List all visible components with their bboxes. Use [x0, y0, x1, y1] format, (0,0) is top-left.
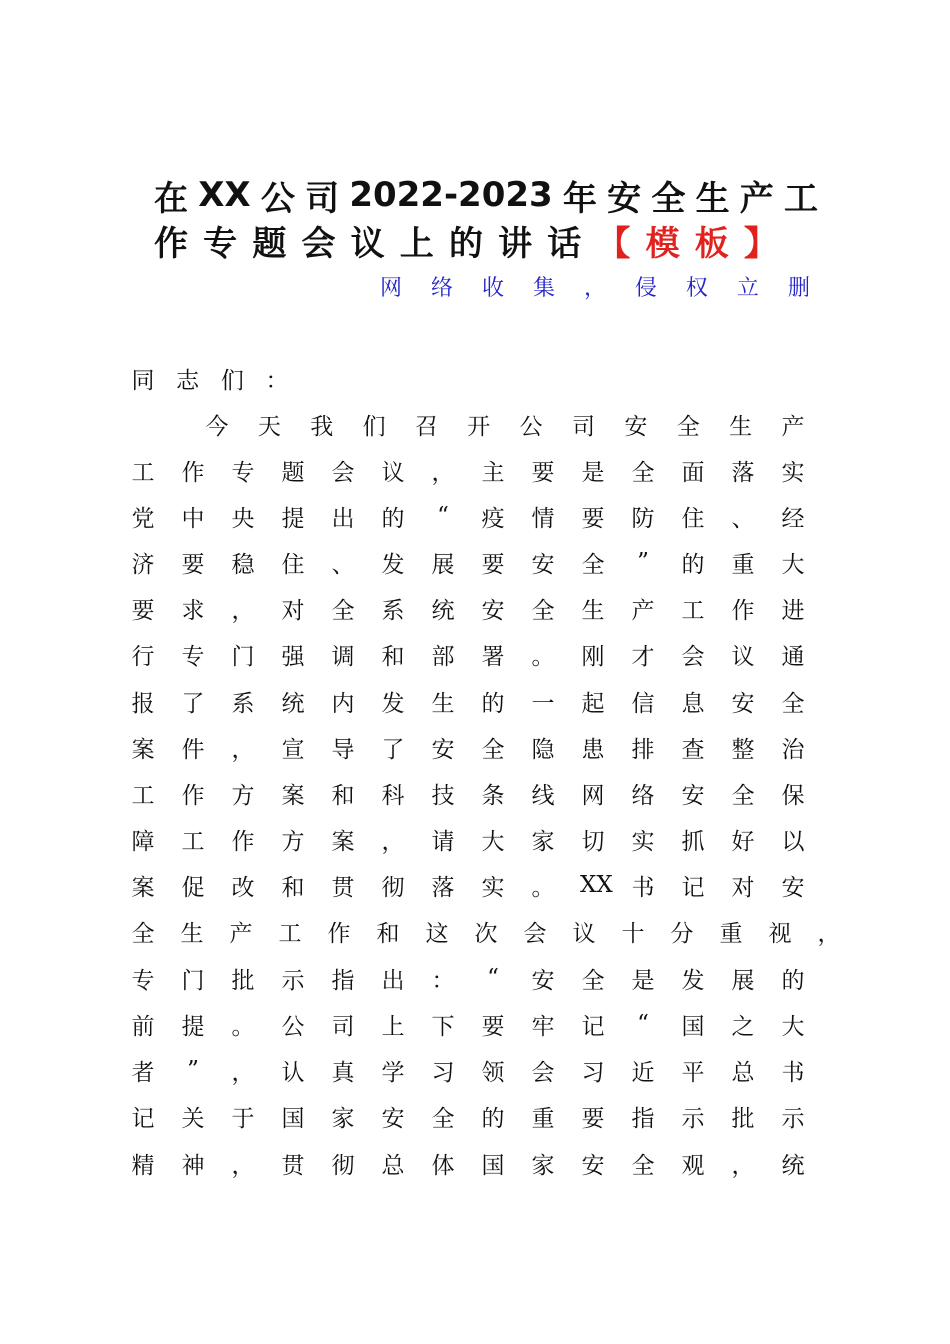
title-char: 工	[784, 178, 818, 219]
body-char: ，	[231, 1152, 255, 1179]
body-char: 生	[729, 413, 753, 440]
body-char: 作	[731, 597, 755, 624]
body-char: 于	[231, 1105, 255, 1132]
body-char: 召	[414, 413, 438, 440]
body-char: 这	[425, 920, 449, 947]
body-char: 求	[181, 597, 205, 624]
body-char: 专	[231, 459, 255, 486]
body-char: 展	[431, 551, 455, 578]
body-text-line	[130, 452, 806, 488]
body-char: 贯	[331, 874, 355, 901]
body-char: 开	[467, 413, 491, 440]
body-char: 指	[331, 967, 355, 994]
body-char: 全	[631, 459, 655, 486]
body-char: 示	[781, 1105, 805, 1132]
body-char: 稳	[231, 551, 255, 578]
body-char: 之	[731, 1013, 755, 1040]
body-char: 发	[681, 967, 705, 994]
body-char: 系	[231, 690, 255, 717]
body-char: 近	[631, 1059, 655, 1086]
body-char: 安	[624, 413, 648, 440]
body-char: 方	[231, 782, 255, 809]
body-char: 司	[331, 1013, 355, 1040]
body-char: ，	[231, 736, 255, 763]
body-char: ，	[231, 1059, 255, 1086]
body-char: 展	[731, 967, 755, 994]
body-char: 统	[781, 1152, 805, 1179]
body-char: 系	[381, 597, 405, 624]
title-char: 作	[154, 223, 188, 264]
body-char: ，	[231, 597, 255, 624]
body-char: 全	[581, 551, 605, 578]
body-char: 安	[681, 782, 705, 809]
salutation	[130, 360, 290, 396]
body-char: 全	[581, 967, 605, 994]
body-char: 安	[381, 1105, 405, 1132]
body-text-line	[130, 636, 806, 672]
body-char: 治	[781, 736, 805, 763]
body-char: ：	[431, 967, 455, 994]
body-text-line	[130, 775, 806, 811]
subtitle-char: 络	[430, 275, 453, 301]
title-char: 模	[645, 223, 680, 264]
body-char: 安	[731, 690, 755, 717]
body-char: 全	[676, 413, 700, 440]
body-char: ”	[637, 549, 649, 575]
body-char: 息	[681, 690, 705, 717]
body-text-line	[130, 821, 806, 857]
body-char: 疫	[481, 505, 505, 532]
title-char: 会	[301, 223, 336, 264]
body-char: 大	[781, 551, 805, 578]
body-char: 落	[731, 459, 755, 486]
body-char: 习	[581, 1059, 605, 1086]
body-char: 全	[131, 920, 155, 947]
body-char: 了	[381, 736, 405, 763]
body-char: 彻	[331, 1152, 355, 1179]
body-char: 了	[181, 690, 205, 717]
body-char: 司	[572, 413, 596, 440]
body-char: 大	[781, 1013, 805, 1040]
body-char: 产	[631, 597, 655, 624]
body-text-line	[130, 1006, 806, 1042]
body-char: 信	[631, 690, 655, 717]
body-char: 工	[181, 828, 205, 855]
body-char: 是	[631, 967, 655, 994]
body-char: 。	[531, 643, 555, 670]
body-char: 议	[731, 643, 755, 670]
body-char: 示	[281, 967, 305, 994]
body-char: 生	[581, 597, 605, 624]
title-char: 【	[596, 223, 631, 264]
body-char: 进	[781, 597, 805, 624]
body-char: 作	[181, 782, 205, 809]
body-char: 案	[331, 828, 355, 855]
body-text-line	[130, 1098, 806, 1134]
body-char: 。	[531, 874, 555, 901]
body-char: 经	[781, 505, 805, 532]
title-char: 话	[547, 223, 582, 264]
body-char: 记	[681, 874, 705, 901]
body-char: 贯	[281, 1152, 305, 1179]
body-char: 要	[481, 551, 505, 578]
body-char: 牢	[531, 1013, 555, 1040]
title-char: 年	[562, 178, 597, 219]
body-char: 科	[381, 782, 405, 809]
body-char: 重	[531, 1105, 555, 1132]
body-char: 导	[331, 736, 355, 763]
body-char: 会	[331, 459, 355, 486]
body-char: 下	[431, 1013, 455, 1040]
title-line-1	[154, 173, 818, 217]
body-char: 要	[531, 459, 555, 486]
body-char: 要	[131, 597, 155, 624]
body-char: 关	[181, 1105, 205, 1132]
body-char: 中	[181, 505, 205, 532]
body-char: 神	[181, 1152, 205, 1179]
body-char: XX	[580, 872, 613, 898]
body-char: 题	[281, 459, 305, 486]
body-char: 发	[381, 690, 405, 717]
body-char: 好	[731, 828, 755, 855]
body-text-line	[130, 913, 842, 949]
body-char: 央	[231, 505, 255, 532]
body-char: 对	[281, 597, 305, 624]
body-char: 宣	[281, 736, 305, 763]
body-char: 面	[681, 459, 705, 486]
body-char: 重	[731, 551, 755, 578]
title-char: 2022-2023	[349, 175, 553, 215]
body-char: 落	[431, 874, 455, 901]
body-char: 公	[281, 1013, 305, 1040]
body-char: 才	[631, 643, 655, 670]
body-char: 和	[281, 874, 305, 901]
body-char: 提	[181, 1013, 205, 1040]
body-char: 件	[181, 736, 205, 763]
body-char: ：	[265, 367, 289, 394]
body-char: 记	[131, 1105, 155, 1132]
title-char: 生	[695, 178, 730, 219]
body-char: 全	[481, 736, 505, 763]
body-char: 报	[131, 690, 155, 717]
body-char: 示	[681, 1105, 705, 1132]
body-char: 的	[781, 967, 805, 994]
title-char: 】	[743, 223, 778, 264]
body-char: 真	[331, 1059, 355, 1086]
body-char: 作	[327, 920, 351, 947]
body-char: 起	[581, 690, 605, 717]
subtitle-source-note	[380, 270, 810, 302]
body-char: 要	[481, 1013, 505, 1040]
body-char: 工	[131, 782, 155, 809]
body-char: 对	[731, 874, 755, 901]
body-char: 出	[381, 967, 405, 994]
body-char: 彻	[381, 874, 405, 901]
body-text-line	[130, 683, 806, 719]
body-char: 以	[781, 828, 805, 855]
body-text-line	[130, 1145, 806, 1181]
body-char: 今	[205, 413, 229, 440]
title-char: 上	[399, 223, 434, 264]
body-text-line	[130, 867, 806, 903]
title-char: 题	[252, 223, 287, 264]
body-char: 同	[131, 367, 155, 394]
body-char: 抓	[681, 828, 705, 855]
body-char: 安	[581, 1152, 605, 1179]
body-char: 济	[131, 551, 155, 578]
body-text-line	[130, 1052, 806, 1088]
body-char: 实	[631, 828, 655, 855]
body-char: 情	[531, 505, 555, 532]
body-char: 者	[131, 1059, 155, 1086]
body-char: 的	[481, 1105, 505, 1132]
subtitle-char: 侵	[634, 275, 657, 301]
body-char: 案	[281, 782, 305, 809]
title-char: 在	[154, 178, 188, 219]
body-char: 调	[331, 643, 355, 670]
body-char: 请	[431, 828, 455, 855]
body-char: 专	[131, 967, 155, 994]
body-char: 精	[131, 1152, 155, 1179]
body-text-line	[130, 590, 806, 626]
title-char: 全	[651, 178, 686, 219]
body-char: 上	[381, 1013, 405, 1040]
body-char: 家	[531, 828, 555, 855]
body-char: 排	[631, 736, 655, 763]
body-char: 一	[531, 690, 555, 717]
body-char: 全	[531, 597, 555, 624]
body-char: 平	[681, 1059, 705, 1086]
body-char: 志	[176, 367, 200, 394]
body-char: ”	[187, 1057, 199, 1083]
body-char: 的	[481, 690, 505, 717]
body-char: 作	[181, 459, 205, 486]
body-char: 查	[681, 736, 705, 763]
body-char: 网	[581, 782, 605, 809]
body-text-line	[130, 544, 806, 580]
body-char: 工	[681, 597, 705, 624]
body-char: 实	[481, 874, 505, 901]
body-char: 家	[531, 1152, 555, 1179]
body-char: 主	[481, 459, 505, 486]
body-char: 分	[670, 920, 694, 947]
body-char: 案	[131, 736, 155, 763]
body-char: 方	[281, 828, 305, 855]
body-char: 门	[181, 967, 205, 994]
body-char: 全	[731, 782, 755, 809]
body-char: 障	[131, 828, 155, 855]
body-char: 体	[431, 1152, 455, 1179]
body-char: 是	[581, 459, 605, 486]
body-char: 我	[310, 413, 334, 440]
body-char: 十	[621, 920, 645, 947]
body-char: 批	[231, 967, 255, 994]
title-line-2	[154, 218, 778, 262]
body-char: 安	[781, 874, 805, 901]
body-char: 的	[381, 505, 405, 532]
body-char: 防	[631, 505, 655, 532]
body-char: 强	[281, 643, 305, 670]
title-char: 司	[305, 178, 340, 219]
body-char: 学	[381, 1059, 405, 1086]
body-char: 记	[581, 1013, 605, 1040]
body-char: 全	[631, 1152, 655, 1179]
body-char: 的	[681, 551, 705, 578]
body-char: 观	[681, 1152, 705, 1179]
body-char: 统	[281, 690, 305, 717]
body-char: 、	[731, 505, 755, 532]
body-char: 和	[376, 920, 400, 947]
body-char: 国	[281, 1105, 305, 1132]
body-char: 署	[481, 643, 505, 670]
subtitle-char: 立	[736, 275, 759, 301]
body-char: 家	[331, 1105, 355, 1132]
title-char: 安	[607, 178, 642, 219]
body-char: 部	[431, 643, 455, 670]
body-char: 促	[181, 874, 205, 901]
body-char: “	[437, 503, 449, 529]
body-char: 视	[768, 920, 792, 947]
body-char: 技	[431, 782, 455, 809]
body-char: 总	[731, 1059, 755, 1086]
subtitle-char: 删	[787, 275, 810, 301]
body-char: 门	[231, 643, 255, 670]
title-char: XX	[198, 175, 251, 215]
body-char: 和	[331, 782, 355, 809]
body-char: 保	[781, 782, 805, 809]
body-char: “	[637, 1011, 649, 1037]
body-char: 整	[731, 736, 755, 763]
body-char: 切	[581, 828, 605, 855]
body-char: 批	[731, 1105, 755, 1132]
body-char: 们	[220, 367, 244, 394]
body-char: 大	[481, 828, 505, 855]
subtitle-char: ，	[583, 275, 606, 301]
body-char: 住	[281, 551, 305, 578]
body-char: 国	[681, 1013, 705, 1040]
body-char: 次	[474, 920, 498, 947]
body-char: 住	[681, 505, 705, 532]
body-char: 公	[519, 413, 543, 440]
body-char: 议	[572, 920, 596, 947]
body-char: 隐	[531, 736, 555, 763]
body-char: 议	[381, 459, 405, 486]
title-char: 议	[350, 223, 385, 264]
body-char: 要	[181, 551, 205, 578]
title-char: 公	[260, 178, 295, 219]
body-char: ，	[817, 920, 841, 947]
body-text-line	[130, 960, 806, 996]
body-char: ，	[731, 1152, 755, 1179]
title-char: 专	[203, 223, 238, 264]
body-char: 党	[131, 505, 155, 532]
body-char: 案	[131, 874, 155, 901]
subtitle-char: 集	[532, 275, 555, 301]
body-char: 实	[781, 459, 805, 486]
body-char: 专	[181, 643, 205, 670]
body-char: ，	[381, 828, 405, 855]
subtitle-char: 网	[380, 275, 403, 301]
body-char: 要	[581, 505, 605, 532]
body-char: 全	[331, 597, 355, 624]
body-char: 全	[781, 690, 805, 717]
body-char: 产	[229, 920, 253, 947]
body-char: 前	[131, 1013, 155, 1040]
body-char: 全	[431, 1105, 455, 1132]
body-char: 天	[257, 413, 281, 440]
body-char: 习	[431, 1059, 455, 1086]
body-char: 行	[131, 643, 155, 670]
title-char: 板	[694, 223, 729, 264]
body-char: 生	[180, 920, 204, 947]
body-char: 通	[781, 643, 805, 670]
body-char: 作	[231, 828, 255, 855]
body-char: 重	[719, 920, 743, 947]
body-char: “	[487, 965, 499, 991]
body-char: 提	[281, 505, 305, 532]
body-char: 线	[531, 782, 555, 809]
body-char: 书	[631, 874, 655, 901]
body-char: 指	[631, 1105, 655, 1132]
body-char: 改	[231, 874, 255, 901]
body-char: 出	[331, 505, 355, 532]
body-char: 们	[362, 413, 386, 440]
body-char: 总	[381, 1152, 405, 1179]
body-char: 工	[278, 920, 302, 947]
body-text-line	[130, 729, 806, 765]
body-char: ，	[431, 459, 455, 486]
body-char: 患	[581, 736, 605, 763]
body-char: 会	[531, 1059, 555, 1086]
body-char: 国	[481, 1152, 505, 1179]
body-char: 发	[381, 551, 405, 578]
body-char: 统	[431, 597, 455, 624]
body-char: 。	[231, 1013, 255, 1040]
body-char: 安	[481, 597, 505, 624]
body-char: 工	[131, 459, 155, 486]
body-char: 领	[481, 1059, 505, 1086]
body-char: 产	[781, 413, 805, 440]
body-char: 络	[631, 782, 655, 809]
body-char: 生	[431, 690, 455, 717]
body-char: 刚	[581, 643, 605, 670]
subtitle-char: 收	[481, 275, 504, 301]
body-char: 安	[531, 551, 555, 578]
title-char: 产	[739, 178, 774, 219]
title-char: 讲	[498, 223, 533, 264]
body-char: 安	[431, 736, 455, 763]
body-text-line	[130, 498, 806, 534]
body-char: 会	[523, 920, 547, 947]
body-char: 要	[581, 1105, 605, 1132]
body-char: 内	[331, 690, 355, 717]
body-char: 安	[531, 967, 555, 994]
body-char: 书	[781, 1059, 805, 1086]
title-char: 的	[448, 223, 483, 264]
body-char: 条	[481, 782, 505, 809]
body-char: 认	[281, 1059, 305, 1086]
body-char: 和	[381, 643, 405, 670]
body-char: 、	[331, 551, 355, 578]
subtitle-char: 权	[685, 275, 708, 301]
body-char: 会	[681, 643, 705, 670]
body-text-line	[204, 406, 806, 442]
